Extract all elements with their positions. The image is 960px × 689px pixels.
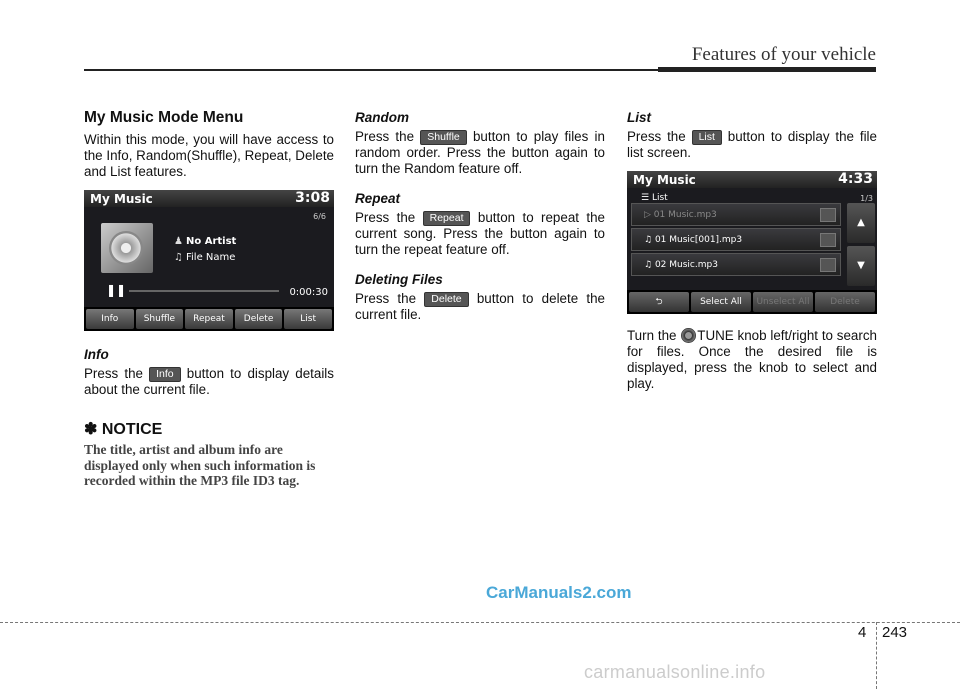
footer-divider [876, 622, 877, 689]
tune-knob-icon [681, 328, 696, 343]
checkbox[interactable] [820, 208, 836, 222]
header-rule-thick [658, 67, 876, 72]
disc-icon [109, 231, 143, 265]
artist-name: No Artist [186, 236, 237, 247]
back-arrow-icon: ⮌ [655, 297, 663, 307]
music-note-icon: ♫ [644, 259, 655, 270]
header-rule [84, 69, 660, 71]
page-number: 243 [882, 624, 908, 641]
column-1 [84, 110, 334, 489]
delete-text: Press the Delete button to delete the current file. [355, 291, 605, 322]
pause-icon[interactable]: ❚❚ [106, 283, 127, 297]
screen-button-bar [627, 290, 877, 314]
info-heading: Info [84, 347, 109, 362]
triangle-up-icon: ▲ [857, 217, 865, 228]
play-icon: ▷ [644, 209, 654, 220]
repeat-screen-button[interactable]: Repeat [185, 309, 233, 329]
footer-rule [0, 622, 960, 623]
list-item[interactable]: ♫ 01 Music[001].mp3 [631, 228, 841, 251]
shuffle-chip: Shuffle [420, 130, 467, 145]
repeat-chip: Repeat [423, 211, 471, 226]
delete-screen-button[interactable]: Delete [815, 292, 875, 312]
checkbox[interactable] [820, 258, 836, 272]
section-title: Features of your vehicle [691, 44, 876, 65]
tune-text: Turn the TUNE knob left/right to search for files. Once the desired file is displayed, press the knob to select and play. [627, 328, 877, 391]
list-heading: List [627, 110, 652, 125]
list-screen-button[interactable]: List [284, 309, 332, 329]
delete-chip: Delete [424, 292, 468, 307]
watermark: CarManuals2.com [486, 583, 632, 602]
list-item[interactable]: ▷ 01 Music.mp3 [631, 203, 841, 226]
person-icon: ♟ [174, 236, 183, 247]
info-text: Press the Info button to display details about the current file. [84, 366, 334, 397]
screen-title: My Music [90, 192, 153, 206]
elapsed-time: 0:00:30 [289, 287, 328, 298]
info-chip: Info [149, 367, 181, 382]
intro-text: Within this mode, you will have access to the Info, Random(Shuffle), Repeat, Delete and List features. [84, 132, 334, 179]
select-all-button[interactable]: Select All [691, 292, 751, 312]
screen-clock: 3:08 [295, 190, 330, 206]
scroll-up-button[interactable] [847, 203, 875, 243]
list-chip: List [692, 130, 722, 145]
delete-screen-button[interactable]: Delete [235, 309, 283, 329]
screen-clock: 4:33 [838, 171, 873, 187]
notice-body: The title, artist and album info are displayed only when such information is recorded within the MP3 file ID3 tag. [84, 442, 316, 488]
bottom-watermark: carmanualsonline.info [584, 662, 766, 682]
my-music-heading: My Music Mode Menu [84, 109, 244, 126]
list-icon: ☰ [641, 193, 652, 203]
screen-title: My Music [633, 173, 696, 187]
track-index: 6/6 [313, 212, 326, 221]
file-row [174, 250, 235, 266]
scroll-down-button[interactable] [847, 246, 875, 286]
random-heading: Random [355, 110, 409, 125]
back-button[interactable] [629, 292, 689, 312]
repeat-heading: Repeat [355, 191, 401, 206]
chapter-number: 4 [858, 624, 867, 641]
checkbox[interactable] [820, 233, 836, 247]
list-item[interactable]: ♫ 02 Music.mp3 [631, 253, 841, 276]
repeat-text: Press the Repeat button to repeat the current song. Press the button again to turn the repeat feature off. [355, 210, 605, 257]
music-note-icon: ♫ [644, 234, 655, 245]
file-name: File Name [186, 252, 236, 263]
artist-row [174, 234, 236, 250]
file-list-screen [627, 171, 877, 314]
list-text: Press the List button to display the file list screen. [627, 129, 877, 160]
page-indicator: 1/3 [860, 194, 873, 203]
random-text: Press the Shuffle button to play files in random order. Press the button again to turn the Random feature off. [355, 129, 605, 176]
screen-button-bar [84, 307, 334, 331]
progress-bar [129, 290, 279, 292]
column-3 [627, 110, 877, 392]
unselect-all-button[interactable]: Unselect All [753, 292, 813, 312]
triangle-down-icon: ▼ [857, 260, 865, 271]
my-music-screen [84, 190, 334, 331]
shuffle-screen-button[interactable]: Shuffle [136, 309, 184, 329]
music-note-icon: ♫ [174, 252, 183, 263]
column-2 [355, 110, 605, 323]
list-label: ☰ List [641, 193, 668, 203]
album-art [101, 223, 153, 273]
info-screen-button[interactable]: Info [86, 309, 134, 329]
delete-heading: Deleting Files [355, 272, 443, 287]
notice-title: ✽ NOTICE [84, 421, 163, 438]
